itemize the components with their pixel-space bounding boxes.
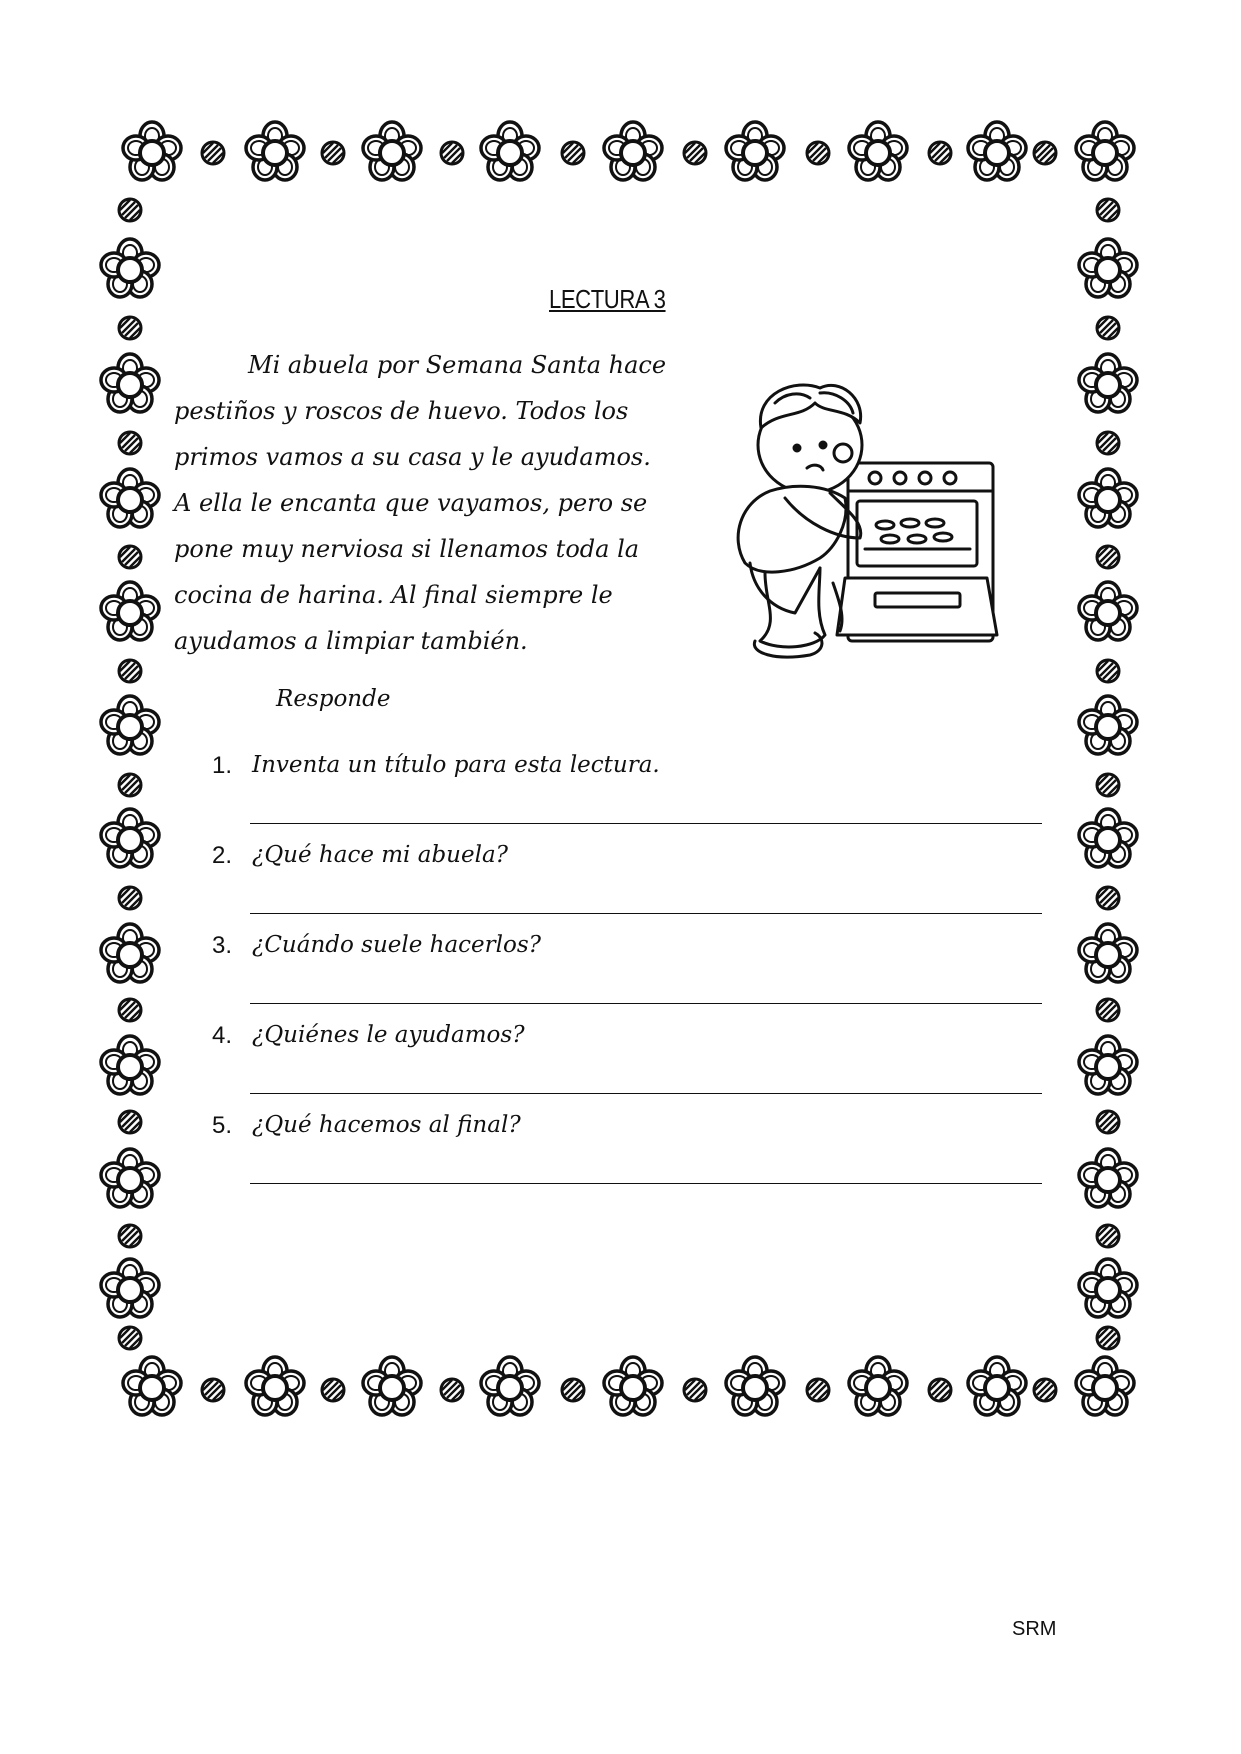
striped-circle-icon <box>119 887 141 909</box>
flower-icon <box>1079 469 1137 527</box>
answer-line[interactable] <box>250 823 1042 824</box>
flower-icon <box>363 122 421 180</box>
striped-circle-icon <box>441 142 463 164</box>
flower-icon <box>1079 354 1137 412</box>
striped-circle-icon <box>119 660 141 682</box>
flower-icon <box>1076 122 1134 180</box>
flower-icon <box>363 1357 421 1415</box>
striped-circle-icon <box>119 1327 141 1349</box>
flower-icon <box>101 354 159 412</box>
striped-circle-icon <box>322 142 344 164</box>
striped-circle-icon <box>1097 1225 1119 1247</box>
striped-circle-icon <box>929 142 951 164</box>
flower-icon <box>1079 809 1137 867</box>
question-text: ¿Quiénes le ayudamos? <box>252 1022 525 1048</box>
flower-icon <box>246 122 304 180</box>
striped-circle-icon <box>119 199 141 221</box>
striped-circle-icon <box>1097 432 1119 454</box>
answer-line[interactable] <box>250 1003 1042 1004</box>
flower-icon <box>968 1357 1026 1415</box>
flower-icon <box>1079 239 1137 297</box>
paragraph-line: cocina de harina. Al final siempre le <box>174 581 613 609</box>
striped-circle-icon <box>202 142 224 164</box>
flower-icon <box>101 469 159 527</box>
flower-icon <box>101 809 159 867</box>
paragraph-line: Mi abuela por Semana Santa hace <box>248 351 667 379</box>
question-text: ¿Qué hace mi abuela? <box>252 842 508 868</box>
flower-icon <box>1076 1357 1134 1415</box>
flower-icon <box>726 1357 784 1415</box>
respond-heading: Responde <box>276 686 391 712</box>
question-number: 2. <box>212 842 233 869</box>
flower-icon <box>101 239 159 297</box>
question-number: 1. <box>212 752 233 779</box>
striped-circle-icon <box>322 1379 344 1401</box>
striped-circle-icon <box>119 546 141 568</box>
footer-initials: SRM <box>1012 1618 1057 1640</box>
striped-circle-icon <box>562 1379 584 1401</box>
flower-icon <box>1079 1149 1137 1207</box>
striped-circle-icon <box>1097 887 1119 909</box>
paragraph-line: pestiños y roscos de huevo. Todos los <box>174 397 629 425</box>
flower-icon <box>246 1357 304 1415</box>
answer-line[interactable] <box>250 1093 1042 1094</box>
striped-circle-icon <box>684 1379 706 1401</box>
flower-icon <box>101 924 159 982</box>
flower-icon <box>1079 1259 1137 1317</box>
flower-icon <box>101 696 159 754</box>
answer-line[interactable] <box>250 913 1042 914</box>
flower-icon <box>849 122 907 180</box>
flower-icon <box>123 1357 181 1415</box>
striped-circle-icon <box>119 1111 141 1133</box>
flower-icon <box>481 1357 539 1415</box>
striped-circle-icon <box>1097 1327 1119 1349</box>
striped-circle-icon <box>119 774 141 796</box>
striped-circle-icon <box>1097 199 1119 221</box>
question-text: ¿Cuándo suele hacerlos? <box>252 932 542 958</box>
question-text: ¿Qué hacemos al final? <box>252 1112 521 1138</box>
paragraph-line: A ella le encanta que vayamos, pero se <box>174 489 648 517</box>
striped-circle-icon <box>1097 546 1119 568</box>
paragraph-line: primos vamos a su casa y le ayudamos. <box>174 443 651 471</box>
flower-icon <box>849 1357 907 1415</box>
striped-circle-icon <box>1097 999 1119 1021</box>
striped-circle-icon <box>1097 774 1119 796</box>
striped-circle-icon <box>1097 1111 1119 1133</box>
striped-circle-icon <box>202 1379 224 1401</box>
striped-circle-icon <box>1097 660 1119 682</box>
flower-icon <box>1079 1036 1137 1094</box>
striped-circle-icon <box>562 142 584 164</box>
striped-circle-icon <box>807 1379 829 1401</box>
flower-icon <box>101 1036 159 1094</box>
striped-circle-icon <box>1034 142 1056 164</box>
paragraph-line: ayudamos a limpiar también. <box>174 627 528 655</box>
striped-circle-icon <box>119 317 141 339</box>
striped-circle-icon <box>119 432 141 454</box>
flower-icon <box>123 122 181 180</box>
striped-circle-icon <box>441 1379 463 1401</box>
question-number: 4. <box>212 1022 233 1049</box>
flower-icon <box>101 1259 159 1317</box>
question-number: 3. <box>212 932 233 959</box>
question-number: 5. <box>212 1112 233 1139</box>
flower-icon <box>101 582 159 640</box>
flower-icon <box>1079 582 1137 640</box>
striped-circle-icon <box>684 142 706 164</box>
flower-icon <box>604 122 662 180</box>
striped-circle-icon <box>119 1225 141 1247</box>
striped-circle-icon <box>929 1379 951 1401</box>
flower-icon <box>101 1149 159 1207</box>
flower-icon <box>481 122 539 180</box>
flower-icon <box>1079 696 1137 754</box>
striped-circle-icon <box>119 999 141 1021</box>
striped-circle-icon <box>1034 1379 1056 1401</box>
flower-icon <box>968 122 1026 180</box>
flower-icon <box>726 122 784 180</box>
child-at-oven-icon <box>725 373 1017 663</box>
question-text: Inventa un título para esta lectura. <box>252 752 660 778</box>
reading-paragraph <box>174 342 704 664</box>
striped-circle-icon <box>807 142 829 164</box>
page-title: LECTURA 3 <box>549 284 666 314</box>
answer-line[interactable] <box>250 1183 1042 1184</box>
striped-circle-icon <box>1097 317 1119 339</box>
paragraph-line: pone muy nerviosa si llenamos toda la <box>174 535 640 563</box>
flower-icon <box>604 1357 662 1415</box>
flower-icon <box>1079 924 1137 982</box>
